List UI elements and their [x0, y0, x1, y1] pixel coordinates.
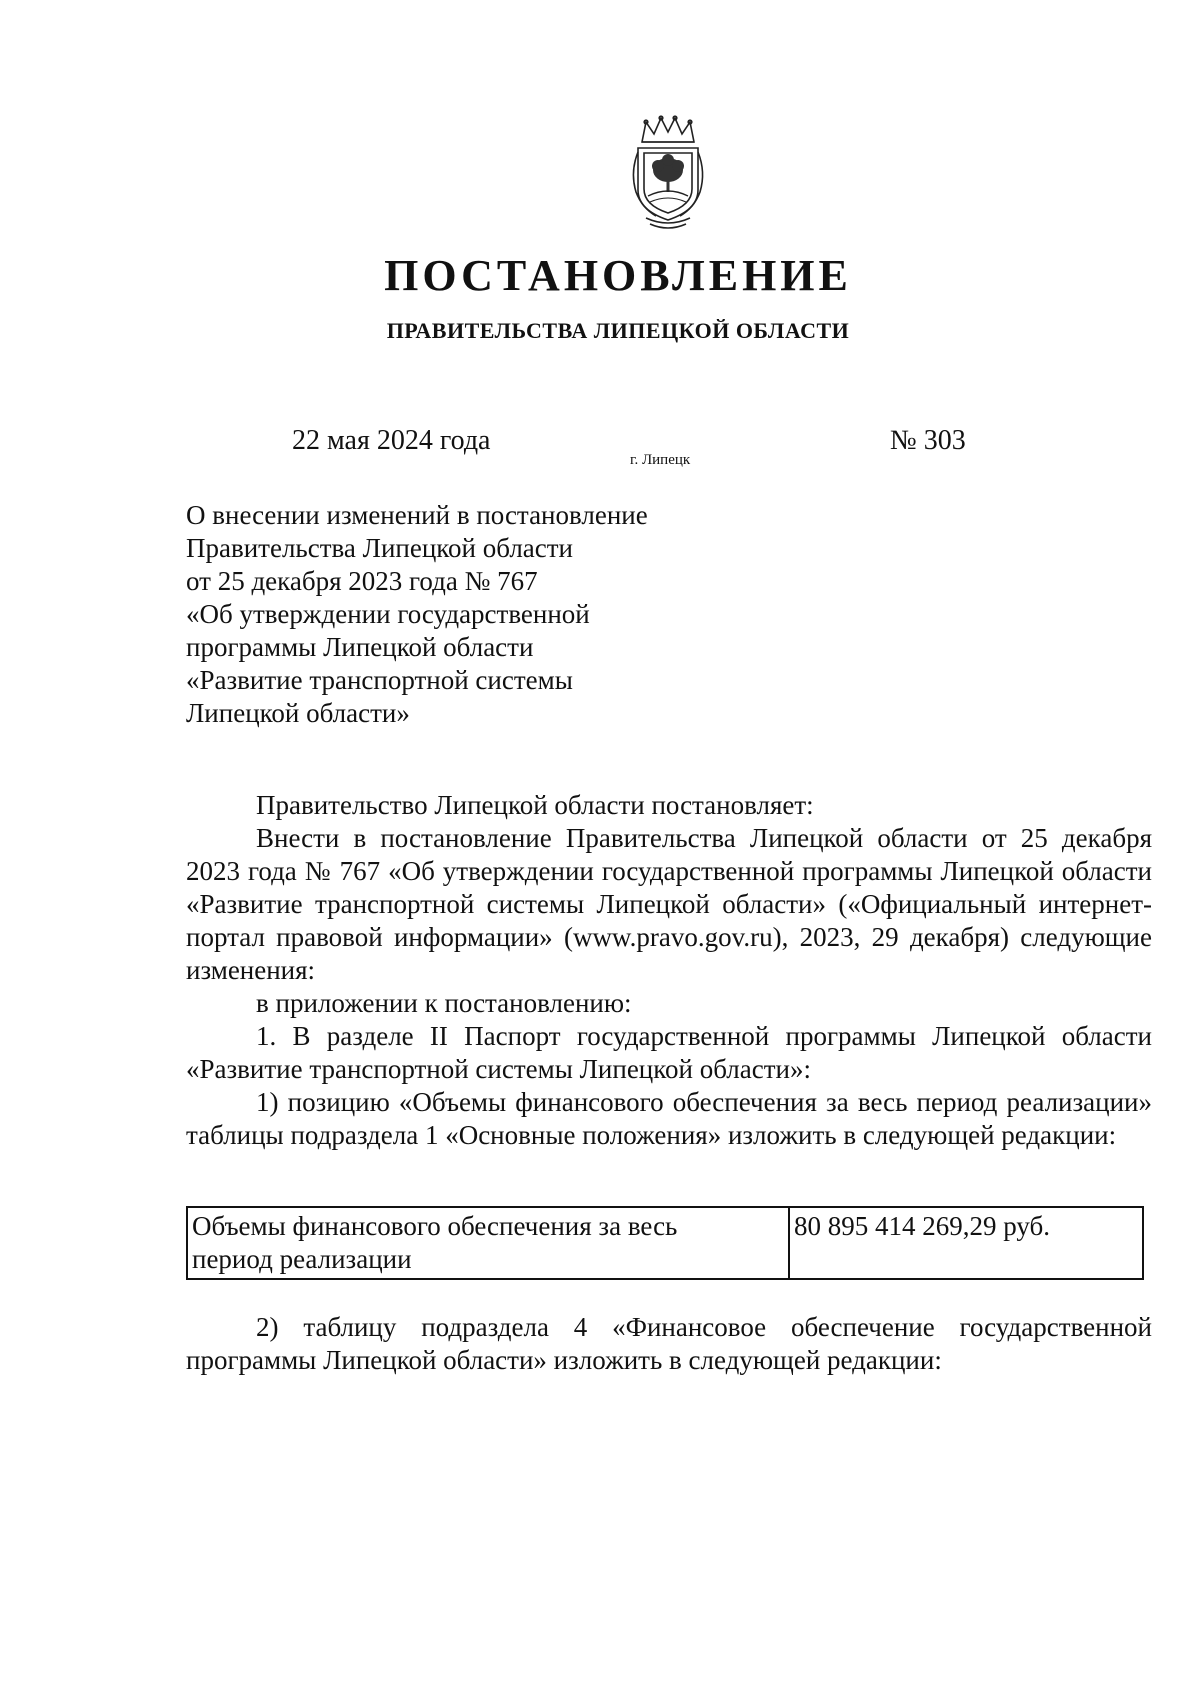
coat-of-arms-emblem [628, 112, 708, 232]
document-title: ПОСТАНОВЛЕНИЕ [384, 251, 852, 300]
document-date: 22 мая 2024 года [292, 425, 491, 456]
subject-line: программы Липецкой области [186, 632, 534, 662]
table-cell-label-line: Объемы финансового обеспечения за весь [192, 1211, 678, 1241]
body-paragraph-subitem-1: 1) позицию «Объемы финансового обеспечения за весь период реализации» таблицы подраздела 1 «Основные положения» изложить в следующей редакции: [186, 1087, 1152, 1150]
table-cell-value: 80 895 414 269,29 руб. [789, 1207, 1143, 1279]
subject-line: от 25 декабря 2023 года № 767 [186, 566, 538, 596]
document-issuer: ПРАВИТЕЛЬСТВА ЛИПЕЦКОЙ ОБЛАСТИ [386, 318, 850, 343]
document-body-continued [186, 1311, 1152, 1377]
subject-line: Правительства Липецкой области [186, 533, 574, 563]
document-body [186, 789, 1152, 1152]
body-paragraph-appendix: в приложении к постановлению: [256, 988, 632, 1018]
table-row [187, 1207, 1143, 1279]
document-subject [186, 499, 746, 730]
table-cell-label [187, 1207, 789, 1279]
subject-line: «Об утверждении государственной [186, 599, 590, 629]
financing-table [186, 1206, 1144, 1280]
subject-line: О внесении изменений в постановление [186, 500, 648, 530]
document-number: № 303 [890, 425, 966, 456]
body-paragraph-resolves: Правительство Липецкой области постановляет: [256, 790, 814, 820]
subject-line: «Развитие транспортной системы [186, 665, 573, 695]
body-paragraph-subitem-2: 2) таблицу подраздела 4 «Финансовое обеспечение государственной программы Липецкой области» изложить в следующей редакции: [186, 1312, 1152, 1375]
document-city: г. Липецк [630, 452, 691, 468]
table-cell-label-line: период реализации [192, 1244, 412, 1274]
subject-line: Липецкой области» [186, 698, 410, 728]
body-paragraph-item-1: 1. В разделе II Паспорт государственной программы Липецкой области «Развитие транспортной системы Липецкой области»: [186, 1021, 1152, 1084]
body-paragraph-amend: Внести в постановление Правительства Липецкой области от 25 декабря 2023 года № 767 «Об утверждении государственной программы Липецкой области «Развитие транспортной системы Липецкой области» («Официальный интернет-портал правовой информации» (www.pravo.gov.ru), 2023, 29 декабря) следующие изменения: [186, 823, 1152, 985]
